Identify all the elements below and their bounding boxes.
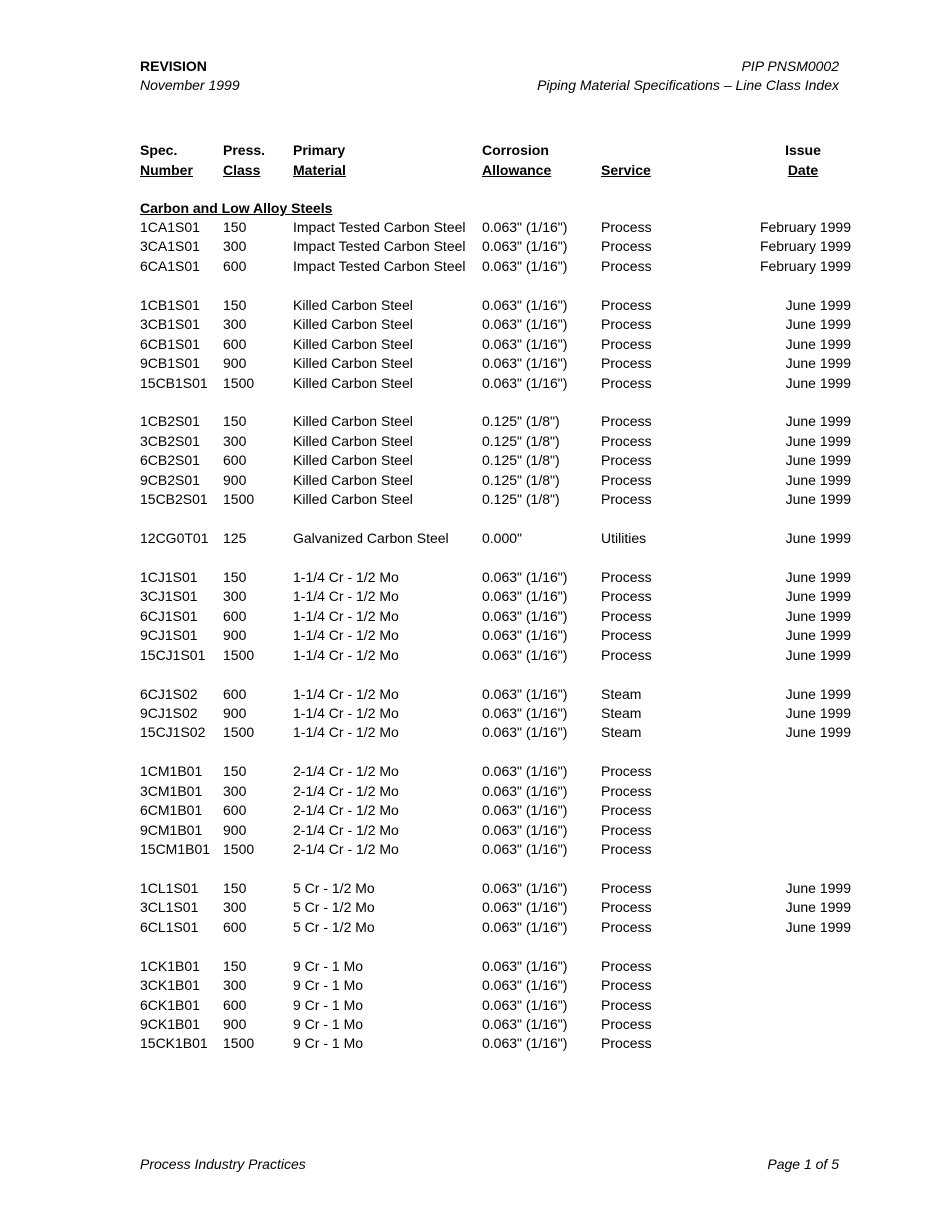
press-class-cell: 150 [223, 879, 247, 896]
material-cell: Galvanized Carbon Steel [293, 530, 449, 546]
material-cell: Impact Tested Carbon Steel [293, 238, 466, 255]
corrosion-cell: 0.125" (1/8") [482, 491, 560, 508]
spec-number-cell: 9CM1B01 [140, 821, 203, 838]
material-cell: 5 Cr - 1/2 Mo [293, 918, 375, 935]
service-cell: Process [601, 568, 652, 585]
corrosion-cell: 0.063" (1/16") [482, 219, 568, 235]
service-cell: Process [601, 821, 652, 838]
corrosion-cell: 0.063" (1/16") [482, 685, 568, 702]
spec-number-cell: 15CB1S01 [140, 374, 208, 391]
material-cell: 1-1/4 Cr - 1/2 Mo [293, 685, 399, 702]
issue-date-cell: June 1999 [785, 879, 851, 896]
table-row [0, 646, 950, 665]
spec-number-cell: 3CJ1S01 [140, 588, 198, 605]
column-header-corrosion-line2: Allowance [482, 162, 552, 178]
table-row [0, 957, 950, 976]
material-cell: 1-1/4 Cr - 1/2 Mo [293, 607, 399, 624]
corrosion-cell: 0.063" (1/16") [482, 627, 568, 644]
service-cell: Process [601, 355, 652, 372]
service-cell: Process [601, 238, 652, 255]
issue-date-cell: June 1999 [785, 471, 851, 488]
press-class-cell: 300 [223, 316, 247, 333]
press-class-cell: 600 [223, 802, 247, 819]
service-cell: Process [601, 918, 652, 935]
press-class-cell: 900 [223, 1015, 247, 1032]
service-cell: Process [601, 316, 652, 333]
corrosion-cell: 0.063" (1/16") [482, 1015, 568, 1032]
material-cell: 9 Cr - 1 Mo [293, 1015, 364, 1032]
spec-number-cell: 9CB1S01 [140, 355, 200, 372]
service-cell: Process [601, 432, 652, 449]
service-cell: Process [601, 374, 652, 391]
column-header-press [223, 140, 265, 180]
material-cell: Killed Carbon Steel [293, 491, 413, 508]
material-cell: 5 Cr - 1/2 Mo [293, 879, 375, 896]
material-cell: 9 Cr - 1 Mo [293, 977, 364, 994]
table-row [0, 898, 950, 917]
issue-date-cell: June 1999 [785, 646, 851, 663]
corrosion-cell: 0.000" [482, 530, 523, 546]
service-cell: Process [601, 977, 652, 994]
service-cell: Process [601, 996, 652, 1013]
table-row [0, 354, 950, 373]
table-row [0, 432, 950, 451]
table-row [0, 879, 950, 898]
table-row [0, 568, 950, 587]
service-cell: Process [601, 607, 652, 624]
table-row [0, 237, 950, 256]
column-header-service-line2: Service [601, 162, 651, 178]
spec-number-cell: 9CK1B01 [140, 1015, 200, 1032]
material-cell: 1-1/4 Cr - 1/2 Mo [293, 588, 399, 605]
spec-number-cell: 6CM1B01 [140, 802, 203, 819]
table-row [0, 451, 950, 470]
issue-date-cell: June 1999 [785, 335, 851, 352]
service-cell: Process [601, 763, 652, 780]
table-row [0, 607, 950, 626]
press-class-cell: 125 [223, 530, 247, 546]
column-header-material-line2: Material [293, 162, 346, 178]
column-header-material [293, 140, 346, 180]
press-class-cell: 300 [223, 977, 247, 994]
spec-number-cell: 6CB2S01 [140, 452, 200, 469]
column-header-date-line2: Date [787, 162, 819, 178]
press-class-cell: 1500 [223, 1035, 255, 1052]
press-class-cell: 150 [223, 413, 247, 430]
table-row [0, 723, 950, 742]
header-left [140, 57, 240, 95]
spec-number-cell: 3CB1S01 [140, 316, 200, 333]
spec-number-cell: 6CL1S01 [140, 918, 199, 935]
press-class-cell: 300 [223, 238, 247, 255]
corrosion-cell: 0.063" (1/16") [482, 646, 568, 663]
issue-date-cell: June 1999 [785, 899, 851, 916]
material-cell: 2-1/4 Cr - 1/2 Mo [293, 763, 399, 780]
issue-date-cell: June 1999 [785, 588, 851, 605]
press-class-cell: 300 [223, 782, 247, 799]
spec-number-cell: 1CL1S01 [140, 879, 199, 896]
spec-number-cell: 6CA1S01 [140, 257, 200, 274]
spec-number-cell: 6CK1B01 [140, 996, 200, 1013]
press-class-cell: 600 [223, 685, 247, 702]
press-class-cell: 1500 [223, 646, 255, 663]
press-class-cell: 300 [223, 899, 247, 916]
spec-number-cell: 1CA1S01 [140, 219, 200, 235]
corrosion-cell: 0.063" (1/16") [482, 841, 568, 857]
document-number: PIP PNSM0002 [741, 58, 839, 74]
press-class-cell: 150 [223, 763, 247, 780]
column-header-press-line2: Class [223, 162, 261, 178]
service-cell: Process [601, 899, 652, 916]
press-class-cell: 600 [223, 335, 247, 352]
spec-number-cell: 9CJ1S01 [140, 627, 198, 644]
service-cell: Steam [601, 685, 642, 702]
header-right [537, 57, 839, 95]
material-cell: Impact Tested Carbon Steel [293, 257, 466, 274]
table-row [0, 1034, 950, 1053]
material-cell: 2-1/4 Cr - 1/2 Mo [293, 841, 399, 857]
corrosion-cell: 0.063" (1/16") [482, 238, 568, 255]
service-cell: Process [601, 957, 652, 974]
corrosion-cell: 0.063" (1/16") [482, 374, 568, 391]
corrosion-cell: 0.063" (1/16") [482, 957, 568, 974]
press-class-cell: 900 [223, 355, 247, 372]
corrosion-cell: 0.063" (1/16") [482, 802, 568, 819]
table-row [0, 490, 950, 509]
table-row [0, 587, 950, 606]
press-class-cell: 900 [223, 471, 247, 488]
service-cell: Process [601, 296, 652, 313]
service-cell: Process [601, 413, 652, 430]
issue-date-cell: June 1999 [785, 724, 851, 741]
press-class-cell: 300 [223, 432, 247, 449]
section-title: Carbon and Low Alloy Steels [140, 200, 333, 216]
spec-number-cell: 1CJ1S01 [140, 568, 198, 585]
spec-number-cell: 6CJ1S02 [140, 685, 198, 702]
column-header-corrosion-line1: Corrosion [482, 142, 549, 158]
service-cell: Steam [601, 704, 642, 721]
issue-date-cell: June 1999 [785, 530, 851, 546]
revision-label: REVISION [140, 58, 207, 74]
service-cell: Process [601, 802, 652, 819]
column-header-material-line1: Primary [293, 142, 346, 158]
issue-date-cell: June 1999 [785, 607, 851, 624]
column-header-spec-line1: Spec. [140, 142, 178, 158]
press-class-cell: 300 [223, 588, 247, 605]
table-row [0, 782, 950, 801]
material-cell: Killed Carbon Steel [293, 355, 413, 372]
corrosion-cell: 0.125" (1/8") [482, 413, 560, 430]
issue-date-cell: June 1999 [785, 685, 851, 702]
corrosion-cell: 0.063" (1/16") [482, 782, 568, 799]
issue-date-cell: June 1999 [785, 452, 851, 469]
table-row [0, 626, 950, 645]
issue-date-cell: June 1999 [785, 296, 851, 313]
material-cell: 5 Cr - 1/2 Mo [293, 899, 375, 916]
press-class-cell: 150 [223, 219, 247, 235]
spec-number-cell: 1CB2S01 [140, 413, 200, 430]
column-header-press-line1: Press. [223, 142, 266, 158]
spec-number-cell: 15CK1B01 [140, 1035, 208, 1052]
spec-number-cell: 3CB2S01 [140, 432, 200, 449]
press-class-cell: 1500 [223, 491, 255, 508]
table-row [0, 821, 950, 840]
spec-number-cell: 1CM1B01 [140, 763, 203, 780]
press-class-cell: 1500 [223, 374, 255, 391]
corrosion-cell: 0.063" (1/16") [482, 899, 568, 916]
press-class-cell: 1500 [223, 841, 255, 857]
table-row [0, 374, 950, 393]
corrosion-cell: 0.063" (1/16") [482, 568, 568, 585]
table-row [0, 685, 950, 704]
press-class-cell: 600 [223, 607, 247, 624]
corrosion-cell: 0.063" (1/16") [482, 821, 568, 838]
table-row [0, 996, 950, 1015]
corrosion-cell: 0.063" (1/16") [482, 763, 568, 780]
material-cell: 1-1/4 Cr - 1/2 Mo [293, 646, 399, 663]
material-cell: Killed Carbon Steel [293, 316, 413, 333]
service-cell: Process [601, 335, 652, 352]
issue-date-cell: June 1999 [785, 918, 851, 935]
service-cell: Process [601, 646, 652, 663]
material-cell: Killed Carbon Steel [293, 374, 413, 391]
spec-number-cell: 6CB1S01 [140, 335, 200, 352]
material-cell: 1-1/4 Cr - 1/2 Mo [293, 568, 399, 585]
press-class-cell: 150 [223, 957, 247, 974]
table-row [0, 335, 950, 354]
table-row [0, 918, 950, 937]
revision-date: November 1999 [140, 77, 240, 93]
service-cell: Process [601, 627, 652, 644]
table-row [0, 801, 950, 820]
issue-date-cell: June 1999 [785, 491, 851, 508]
press-class-cell: 1500 [223, 724, 255, 741]
corrosion-cell: 0.063" (1/16") [482, 335, 568, 352]
footer-publisher: Process Industry Practices [140, 1156, 306, 1172]
service-cell: Process [601, 491, 652, 508]
service-cell: Process [601, 1035, 652, 1052]
issue-date-cell: February 1999 [759, 219, 851, 235]
spec-number-cell: 6CJ1S01 [140, 607, 198, 624]
corrosion-cell: 0.125" (1/8") [482, 452, 560, 469]
service-cell: Process [601, 257, 652, 274]
issue-date-cell: June 1999 [785, 413, 851, 430]
column-header-date [760, 140, 846, 180]
press-class-cell: 600 [223, 257, 247, 274]
document-subtitle: Piping Material Specifications – Line Class Index [537, 77, 839, 93]
issue-date-cell: June 1999 [785, 568, 851, 585]
corrosion-cell: 0.063" (1/16") [482, 996, 568, 1013]
material-cell: Killed Carbon Steel [293, 432, 413, 449]
issue-date-cell: June 1999 [785, 374, 851, 391]
corrosion-cell: 0.063" (1/16") [482, 257, 568, 274]
press-class-cell: 600 [223, 918, 247, 935]
service-cell: Process [601, 782, 652, 799]
footer-page-number: Page 1 of 5 [767, 1156, 839, 1172]
column-header-spec-line2: Number [140, 162, 193, 178]
service-cell: Steam [601, 724, 642, 741]
material-cell: Killed Carbon Steel [293, 335, 413, 352]
table-row [0, 412, 950, 431]
issue-date-cell: June 1999 [785, 704, 851, 721]
table-row [0, 529, 950, 548]
spec-number-cell: 15CB2S01 [140, 491, 208, 508]
issue-date-cell: February 1999 [759, 257, 851, 274]
material-cell: Killed Carbon Steel [293, 413, 413, 430]
table-row [0, 840, 950, 859]
material-cell: Killed Carbon Steel [293, 452, 413, 469]
table-row [0, 315, 950, 334]
press-class-cell: 150 [223, 296, 247, 313]
corrosion-cell: 0.063" (1/16") [482, 607, 568, 624]
material-cell: 1-1/4 Cr - 1/2 Mo [293, 627, 399, 644]
spec-number-cell: 15CM1B01 [140, 841, 211, 857]
table-row [0, 762, 950, 781]
corrosion-cell: 0.063" (1/16") [482, 355, 568, 372]
material-cell: 9 Cr - 1 Mo [293, 957, 364, 974]
material-cell: 2-1/4 Cr - 1/2 Mo [293, 782, 399, 799]
spec-number-cell: 1CB1S01 [140, 296, 200, 313]
spec-number-cell: 3CA1S01 [140, 238, 200, 255]
issue-date-cell: June 1999 [785, 432, 851, 449]
service-cell: Process [601, 879, 652, 896]
service-cell: Process [601, 1015, 652, 1032]
material-cell: Impact Tested Carbon Steel [293, 219, 466, 235]
spec-number-cell: 3CM1B01 [140, 782, 203, 799]
corrosion-cell: 0.063" (1/16") [482, 918, 568, 935]
material-cell: 2-1/4 Cr - 1/2 Mo [293, 821, 399, 838]
column-header-service [601, 140, 651, 180]
table-row [0, 218, 950, 237]
press-class-cell: 150 [223, 568, 247, 585]
table-row [0, 704, 950, 723]
corrosion-cell: 0.063" (1/16") [482, 588, 568, 605]
press-class-cell: 900 [223, 821, 247, 838]
press-class-cell: 600 [223, 452, 247, 469]
service-cell: Process [601, 452, 652, 469]
service-cell: Process [601, 588, 652, 605]
table-row [0, 1015, 950, 1034]
spec-number-cell: 1CK1B01 [140, 957, 200, 974]
issue-date-cell: June 1999 [785, 627, 851, 644]
material-cell: 1-1/4 Cr - 1/2 Mo [293, 704, 399, 721]
column-header-corrosion [482, 140, 551, 180]
issue-date-cell: February 1999 [759, 238, 851, 255]
corrosion-cell: 0.063" (1/16") [482, 1035, 568, 1052]
service-cell: Process [601, 219, 652, 235]
spec-table [0, 218, 950, 1054]
spec-number-cell: 9CB2S01 [140, 471, 200, 488]
spec-number-cell: 3CK1B01 [140, 977, 200, 994]
corrosion-cell: 0.063" (1/16") [482, 316, 568, 333]
press-class-cell: 900 [223, 704, 247, 721]
table-row [0, 471, 950, 490]
press-class-cell: 600 [223, 996, 247, 1013]
corrosion-cell: 0.125" (1/8") [482, 432, 560, 449]
issue-date-cell: June 1999 [785, 355, 851, 372]
table-row [0, 257, 950, 276]
table-row [0, 296, 950, 315]
table-row [0, 976, 950, 995]
spec-number-cell: 3CL1S01 [140, 899, 199, 916]
column-header-spec [140, 140, 193, 180]
service-cell: Process [601, 841, 652, 857]
spec-number-cell: 12CG0T01 [140, 530, 209, 546]
material-cell: 1-1/4 Cr - 1/2 Mo [293, 724, 399, 741]
press-class-cell: 900 [223, 627, 247, 644]
corrosion-cell: 0.063" (1/16") [482, 724, 568, 741]
corrosion-cell: 0.063" (1/16") [482, 296, 568, 313]
material-cell: Killed Carbon Steel [293, 296, 413, 313]
material-cell: Killed Carbon Steel [293, 471, 413, 488]
service-cell: Process [601, 471, 652, 488]
corrosion-cell: 0.063" (1/16") [482, 879, 568, 896]
corrosion-cell: 0.063" (1/16") [482, 977, 568, 994]
material-cell: 9 Cr - 1 Mo [293, 1035, 364, 1052]
material-cell: 2-1/4 Cr - 1/2 Mo [293, 802, 399, 819]
corrosion-cell: 0.063" (1/16") [482, 704, 568, 721]
corrosion-cell: 0.125" (1/8") [482, 471, 560, 488]
spec-number-cell: 15CJ1S01 [140, 646, 206, 663]
issue-date-cell: June 1999 [785, 316, 851, 333]
spec-number-cell: 9CJ1S02 [140, 704, 198, 721]
service-cell: Utilities [601, 530, 647, 546]
column-header-date-line1: Issue [785, 142, 821, 158]
spec-number-cell: 15CJ1S02 [140, 724, 206, 741]
material-cell: 9 Cr - 1 Mo [293, 996, 364, 1013]
